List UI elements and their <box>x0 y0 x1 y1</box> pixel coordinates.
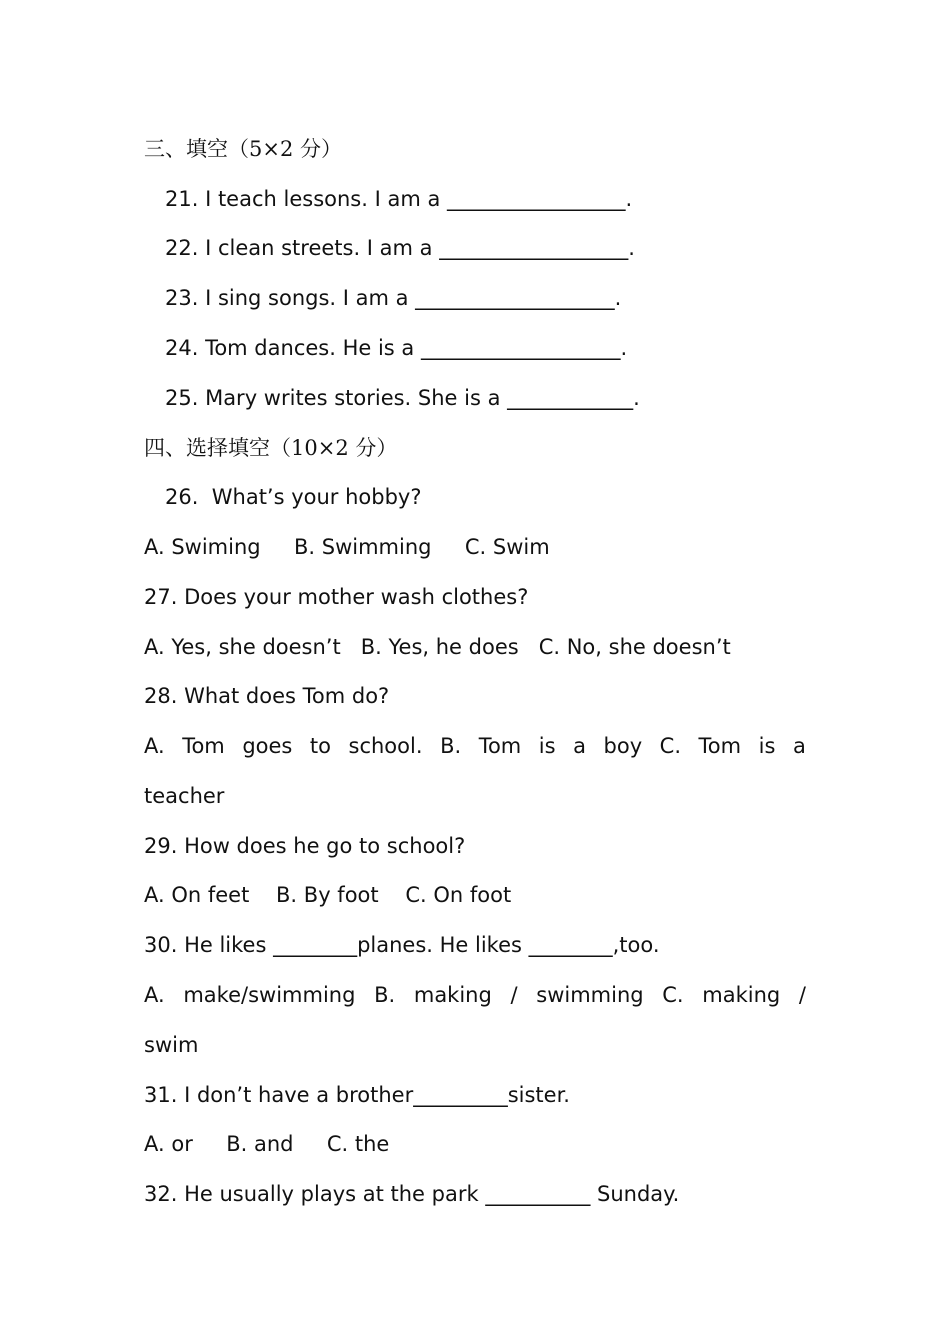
question-25: 25. Mary writes stories. She is a ____________. <box>165 386 640 410</box>
word: Tom <box>182 734 225 758</box>
question-27: 27. Does your mother wash clothes? <box>144 585 529 609</box>
question-29-options: A. On feet B. By foot C. On foot <box>144 883 512 907</box>
section4-heading: 四、选择填空（10×2 分） <box>144 436 398 460</box>
word: Tom <box>698 734 742 758</box>
section3-heading: 三、填空（5×2 分） <box>144 137 342 161</box>
word: C. <box>659 734 681 758</box>
word: a <box>792 734 806 758</box>
word: boy <box>603 734 643 758</box>
word: / <box>798 983 806 1007</box>
question-26-options: A. Swiming B. Swimming C. Swim <box>144 535 550 559</box>
word: is <box>538 734 556 758</box>
question-28-options-line1 <box>144 731 806 761</box>
word: school. <box>348 734 423 758</box>
question-24: 24. Tom dances. He is a ___________________. <box>165 336 628 360</box>
word: A. <box>144 983 165 1007</box>
question-32: 32. He usually plays at the park __________ Sunday. <box>144 1182 680 1206</box>
word: B. <box>374 983 396 1007</box>
word: to <box>309 734 331 758</box>
word: B. <box>440 734 462 758</box>
question-22: 22. I clean streets. I am a __________________. <box>165 236 635 260</box>
question-27-options: A. Yes, she doesn’t B. Yes, he does C. No, she doesn’t <box>144 635 731 659</box>
question-30-options-line2: swim <box>144 1033 199 1057</box>
question-26: 26. What’s your hobby? <box>165 485 422 509</box>
question-30: 30. He likes ________planes. He likes ________,too. <box>144 933 660 957</box>
word: make/swimming <box>183 983 356 1007</box>
question-23: 23. I sing songs. I am a ___________________. <box>165 286 622 310</box>
word: swimming <box>536 983 644 1007</box>
word: making <box>702 983 781 1007</box>
question-31: 31. I don’t have a brother_________sister. <box>144 1083 570 1107</box>
word: making <box>413 983 492 1007</box>
word: C. <box>662 983 684 1007</box>
word: / <box>510 983 518 1007</box>
question-31-options: A. or B. and C. the <box>144 1132 390 1156</box>
question-28: 28. What does Tom do? <box>144 684 390 708</box>
question-28-options-line2: teacher <box>144 784 225 808</box>
word: A. <box>144 734 165 758</box>
question-21: 21. I teach lessons. I am a _________________. <box>165 187 633 211</box>
word: is <box>758 734 776 758</box>
word: goes <box>242 734 293 758</box>
word: Tom <box>478 734 522 758</box>
question-30-options-line1 <box>144 980 806 1010</box>
question-29: 29. How does he go to school? <box>144 834 466 858</box>
word: a <box>573 734 586 758</box>
